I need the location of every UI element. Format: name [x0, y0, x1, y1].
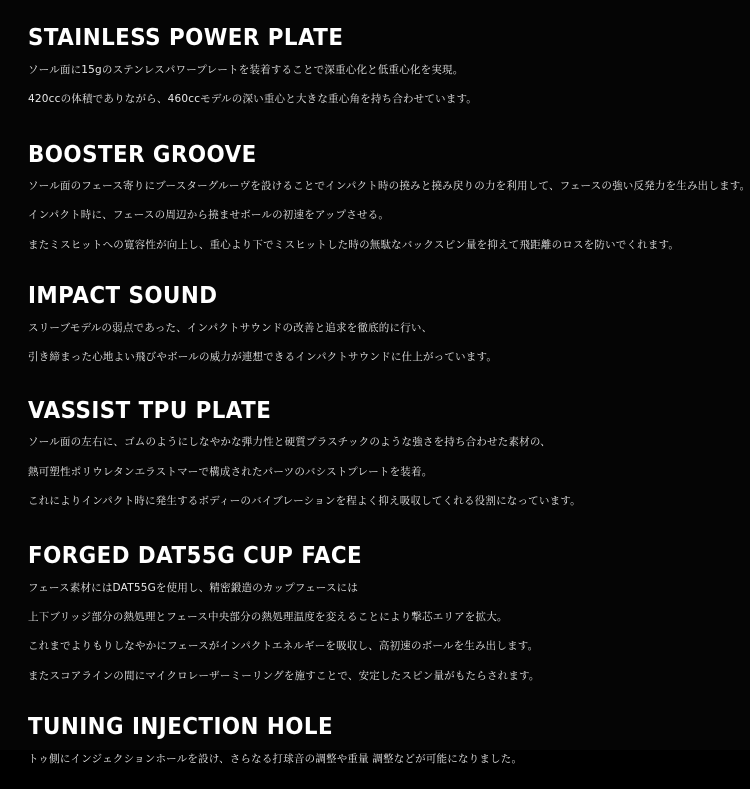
feature-body-line: 熱可塑性ポリウレタンエラストマーで構成されたパーツのバシストプレートを装着。 [28, 465, 433, 478]
feature-body-line: 420ccの体積でありながら、460ccモデルの深い重心と大きな重心角を持ち合わせています。 [28, 92, 478, 105]
feature-section-tuning-injection-hole [28, 715, 722, 768]
feature-section-impact-sound [28, 284, 722, 367]
feature-body-line: 上下ブリッジ部分の熱処理とフェース中央部分の熱処理温度を変えることにより撃芯エリアを拡大。 [28, 611, 508, 624]
feature-body [28, 750, 722, 769]
feature-body-line: ソール面のフェース寄りにブースターグルーヴを設けることでインパクト時の撓みと撓み戻りの力を利用して、フェースの強い反発力を生み出します。 [28, 180, 750, 193]
feature-body-line: ソール面に15gのステンレスパワープレートを装着することで深重心化と低重心化を実現。 [28, 63, 464, 76]
feature-title: STAINLESS POWER PLATE [28, 25, 344, 51]
feature-section-booster-groove [28, 141, 750, 255]
feature-body-line: トゥ側にインジェクションホールを設け、さらなる打球音の調整や重量 調整などが可能になりました。 [28, 752, 523, 765]
feature-title: BOOSTER GROOVE [28, 141, 257, 168]
feature-title: VASSIST TPU PLATE [28, 397, 272, 424]
feature-section-stainless-power-plate [28, 26, 722, 109]
feature-body-line: スリーブモデルの弱点であった、インパクトサウンドの改善と追求を徹底的に行い、 [28, 321, 433, 334]
feature-body [28, 61, 722, 109]
feature-body-line: ソール面の左右に、ゴムのようにしなやかな弾力性と硬質プラスチックのような強さを持ち合わせた素材の、 [28, 436, 551, 449]
feature-body-line: これまでよりもりしなやかにフェースがインパクトエネルギーを吸収し、高初速のボールを生み出します。 [28, 640, 539, 653]
feature-body-line: またスコアラインの間にマイクロレーザーミーリングを施すことで、安定したスピン量がもたらされます。 [28, 669, 540, 682]
feature-body-line: またミスヒットへの寛容性が向上し、重心より下でミスヒットした時の無駄なバックスピン量を抑えて飛距離のロスを防いでくれます。 [28, 238, 680, 251]
feature-body-line: これによりインパクト時に発生するボディーのバイブレーションを程よく抑え吸収してくれる役割になっています。 [28, 494, 581, 507]
feature-body [28, 433, 722, 510]
feature-body [28, 319, 722, 367]
feature-body-line: フェース素材にはDAT55Gを使用し、精密鍛造のカップフェースには [28, 582, 359, 595]
feature-body [28, 177, 750, 254]
feature-title: IMPACT SOUND [28, 283, 218, 310]
feature-body-line: 引き締まった心地よい飛びやボールの威力が連想できるインパクトサウンドに仕上がっています。 [28, 351, 498, 364]
feature-body-line: インパクト時に、フェースの周辺から撓ませボールの初速をアップさせる。 [28, 209, 390, 222]
feature-title: FORGED DAT55G CUP FACE [28, 543, 363, 570]
feature-title: TUNING INJECTION HOLE [28, 714, 334, 741]
feature-section-forged-dat55g-cup-face [28, 544, 722, 685]
feature-body [28, 579, 722, 685]
feature-section-vassist-tpu-plate [28, 399, 722, 511]
